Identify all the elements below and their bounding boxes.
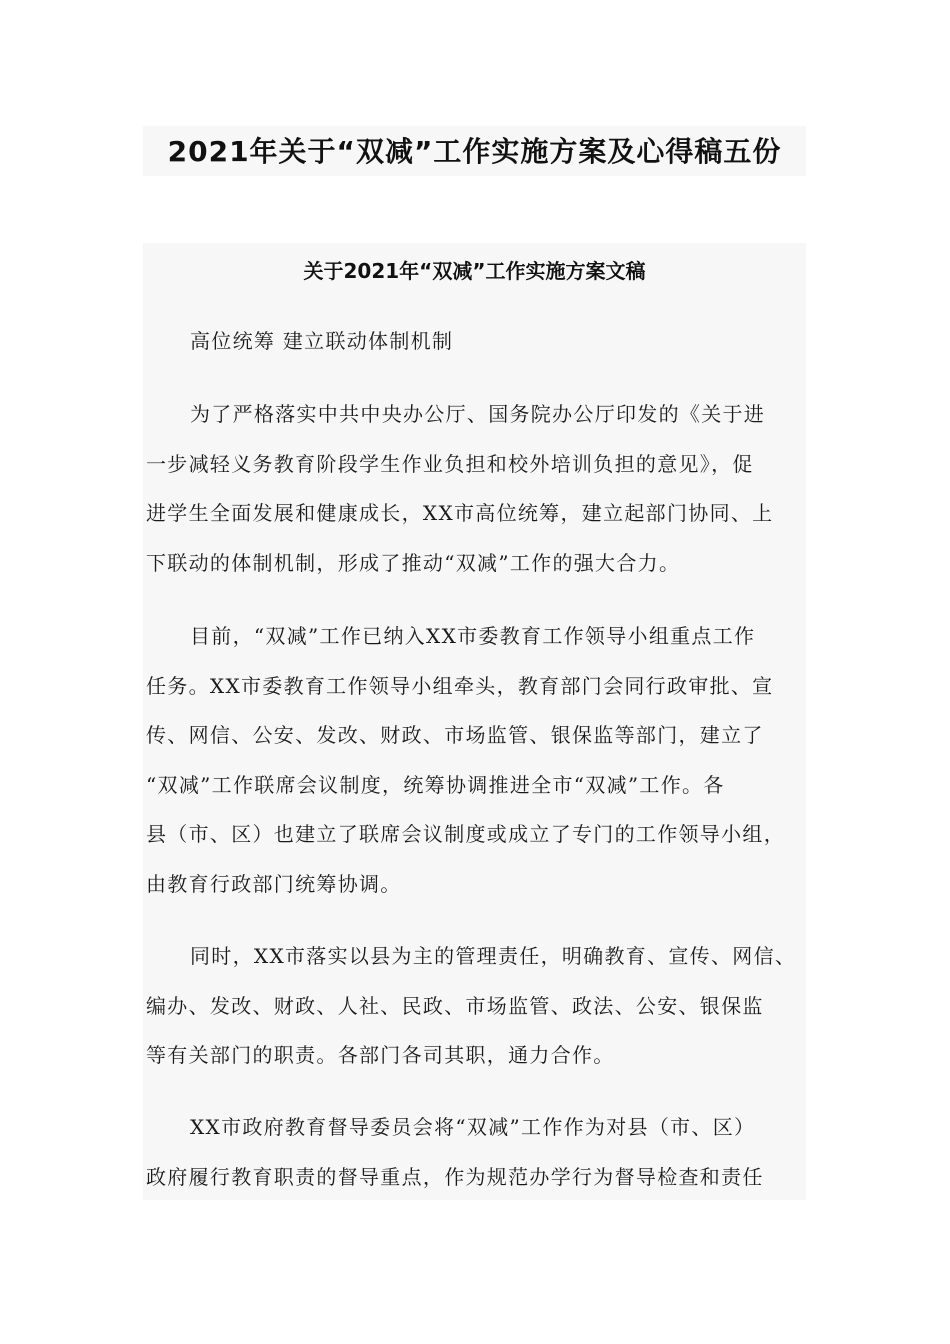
paragraph-line: 任务。XX市委教育工作领导小组牵头，教育部门会同行政审批、宣 xyxy=(146,673,774,698)
paragraph-line: 编办、发改、财政、人社、民政、市场监管、政法、公安、银保监 xyxy=(146,993,764,1018)
paragraph-3 xyxy=(146,932,806,1081)
paragraph-line: 同时，XX市落实以县为主的管理责任，明确教育、宣传、网信、 xyxy=(190,944,797,968)
paragraph-line: 由教育行政部门统筹协调。 xyxy=(146,871,402,896)
paragraph-line: 等有关部门的职责。各部门各司其职，通力合作。 xyxy=(146,1043,615,1067)
paragraph-line: 县（市、区）也建立了联席会议制度或成立了专门的工作领导小组， xyxy=(146,822,785,846)
paragraph-line: 为了严格落实中共中央办公厅、国务院办公厅印发的《关于进 xyxy=(190,402,766,426)
paragraph-line: 目前，“双减”工作已纳入XX市委教育工作领导小组重点工作 xyxy=(190,624,756,648)
paragraph-line: 传、网信、公安、发改、财政、市场监管、银保监等部门，建立了 xyxy=(146,723,764,747)
section-title: 关于2021年“双减”工作实施方案文稿 xyxy=(303,259,646,283)
paragraph-line: 高位统筹 建立联动体制机制 xyxy=(190,329,454,353)
paragraph-line: XX市政府教育督导委员会将“双减”工作作为对县（市、区） xyxy=(190,1115,756,1139)
paragraph-line: 下联动的体制机制，形成了推动“双减”工作的强大合力。 xyxy=(146,550,681,575)
paragraph-line: 政府履行教育职责的督导重点，作为规范办学行为督导检查和责任 xyxy=(146,1164,764,1189)
paragraph-1 xyxy=(146,390,806,588)
paragraph-2 xyxy=(146,612,806,909)
paragraph-line: 一步减轻义务教育阶段学生作业负担和校外培训负担的意见》，促 xyxy=(146,451,754,476)
paragraph-heading xyxy=(146,317,806,367)
document-title: 2021年关于“双减”工作实施方案及心得稿五份 xyxy=(167,135,782,168)
paragraph-line: “双减”工作联席会议制度，统筹协调推进全市“双减”工作。各 xyxy=(146,772,725,797)
paragraph-line: 进学生全面发展和健康成长，XX市高位统筹，建立起部门协同、上 xyxy=(146,501,774,525)
paragraph-4 xyxy=(146,1103,806,1202)
